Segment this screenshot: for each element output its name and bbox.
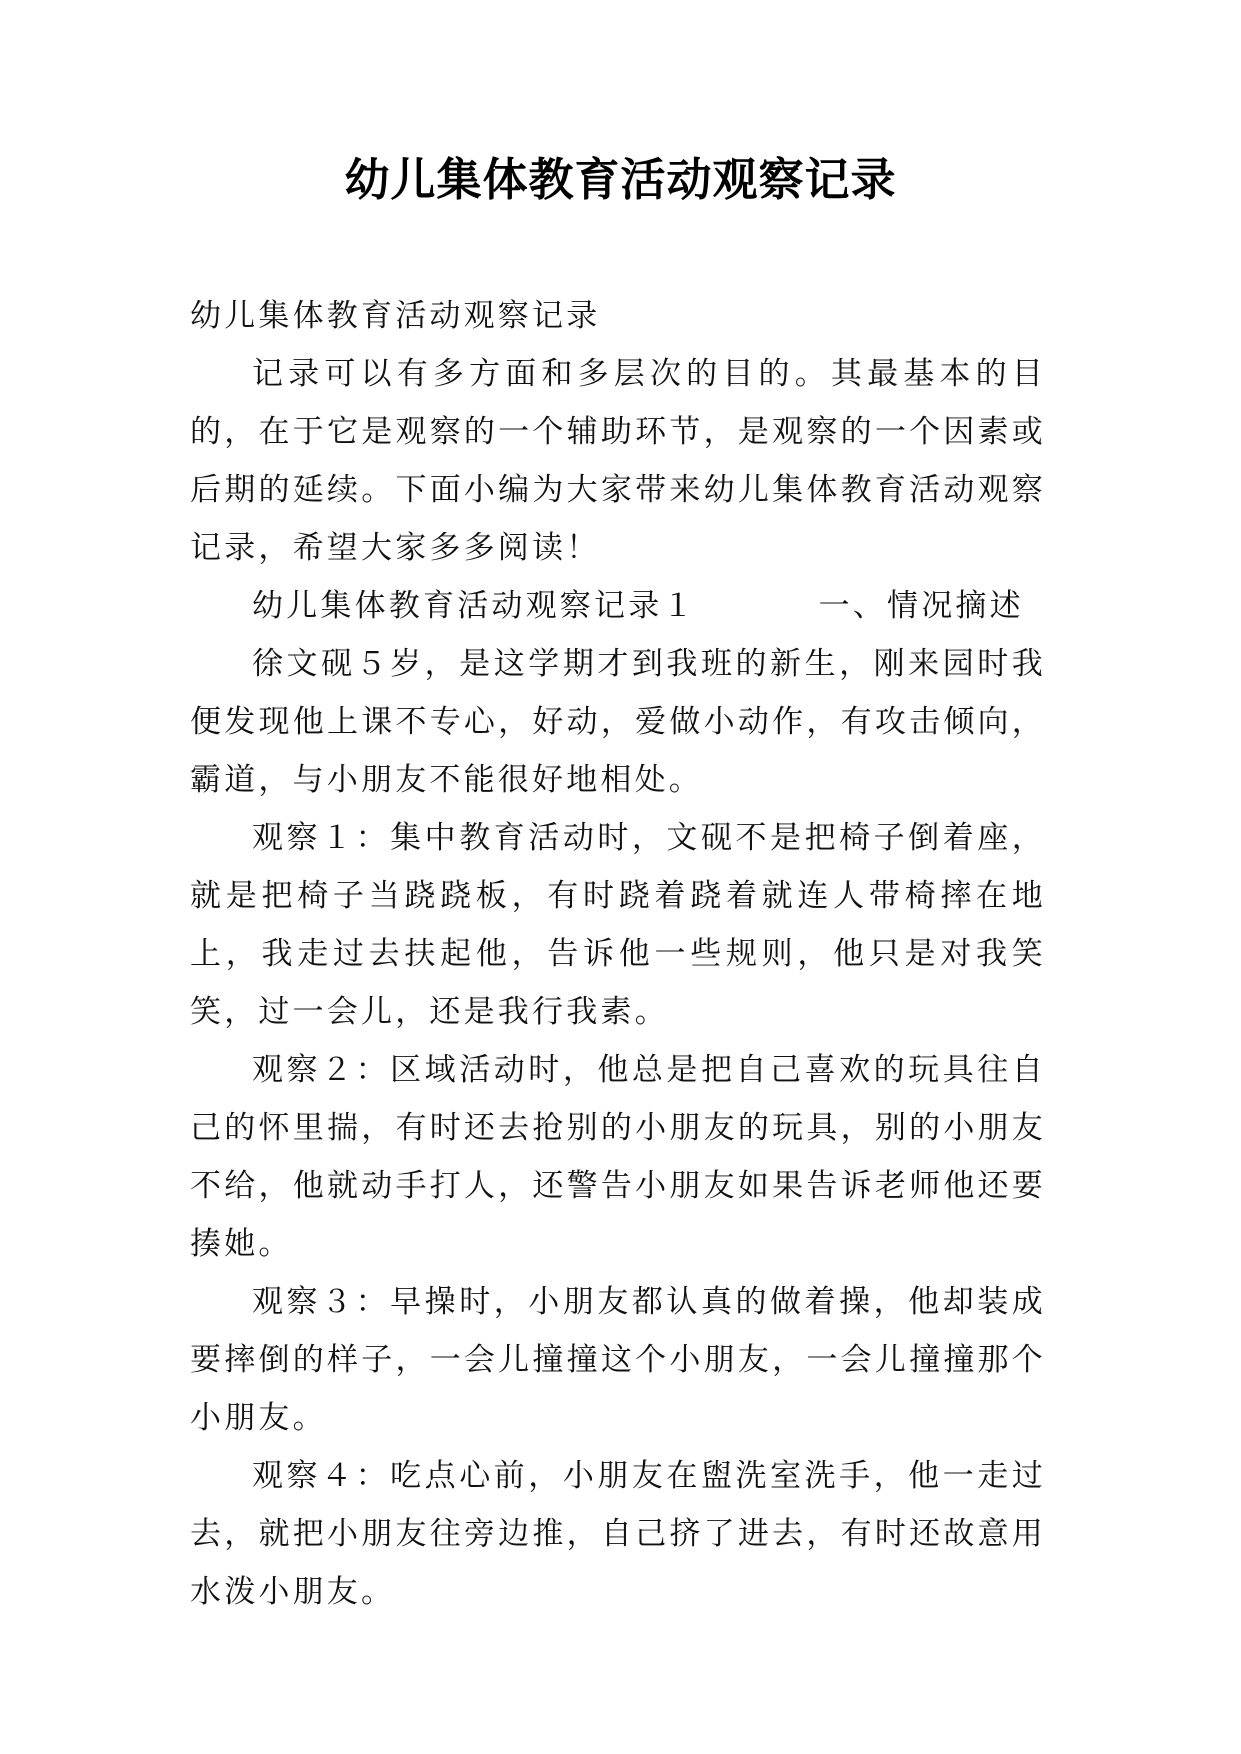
document-title: 幼儿集体教育活动观察记录 bbox=[344, 153, 897, 206]
observation-2-paragraph: 观察２：区域活动时，他总是把自己喜欢的玩具往自己的怀里揣，有时还去抢别的小朋友的玩具，别的小朋友不给，他就动手打人，还警告小朋友如果告诉老师他还要揍她。 bbox=[190, 1052, 1046, 1262]
document-subtitle: 幼儿集体教育活动观察记录 bbox=[190, 298, 601, 334]
record-heading: 幼儿集体教育活动观察记录１ bbox=[252, 588, 697, 624]
record-heading-line bbox=[190, 577, 1046, 635]
situation-paragraph: 徐文砚５岁，是这学期才到我班的新生，刚来园时我便发现他上课不专心，好动，爱做小动作，有攻击倾向，霸道，与小朋友不能很好地相处。 bbox=[190, 646, 1046, 798]
document-body bbox=[190, 287, 1046, 1621]
section-heading: 一、情况摘述 bbox=[818, 588, 1024, 624]
observation-1-paragraph: 观察１：集中教育活动时，文砚不是把椅子倒着座，就是把椅子当跷跷板，有时跷着跷着就连人带椅摔在地上，我走过去扶起他，告诉他一些规则，他只是对我笑笑，过一会儿，还是我行我素。 bbox=[190, 820, 1046, 1030]
intro-paragraph: 记录可以有多方面和多层次的目的。其最基本的目的，在于它是观察的一个辅助环节，是观察的一个因素或后期的延续。下面小编为大家带来幼儿集体教育活动观察记录，希望大家多多阅读！ bbox=[190, 356, 1046, 566]
observation-3-paragraph: 观察３：早操时，小朋友都认真的做着操，他却装成要摔倒的样子，一会儿撞撞这个小朋友，一会儿撞撞那个小朋友。 bbox=[190, 1284, 1046, 1436]
observation-4-paragraph: 观察４：吃点心前，小朋友在盥洗室洗手，他一走过去，就把小朋友往旁边推，自己挤了进去，有时还故意用水泼小朋友。 bbox=[190, 1458, 1046, 1610]
